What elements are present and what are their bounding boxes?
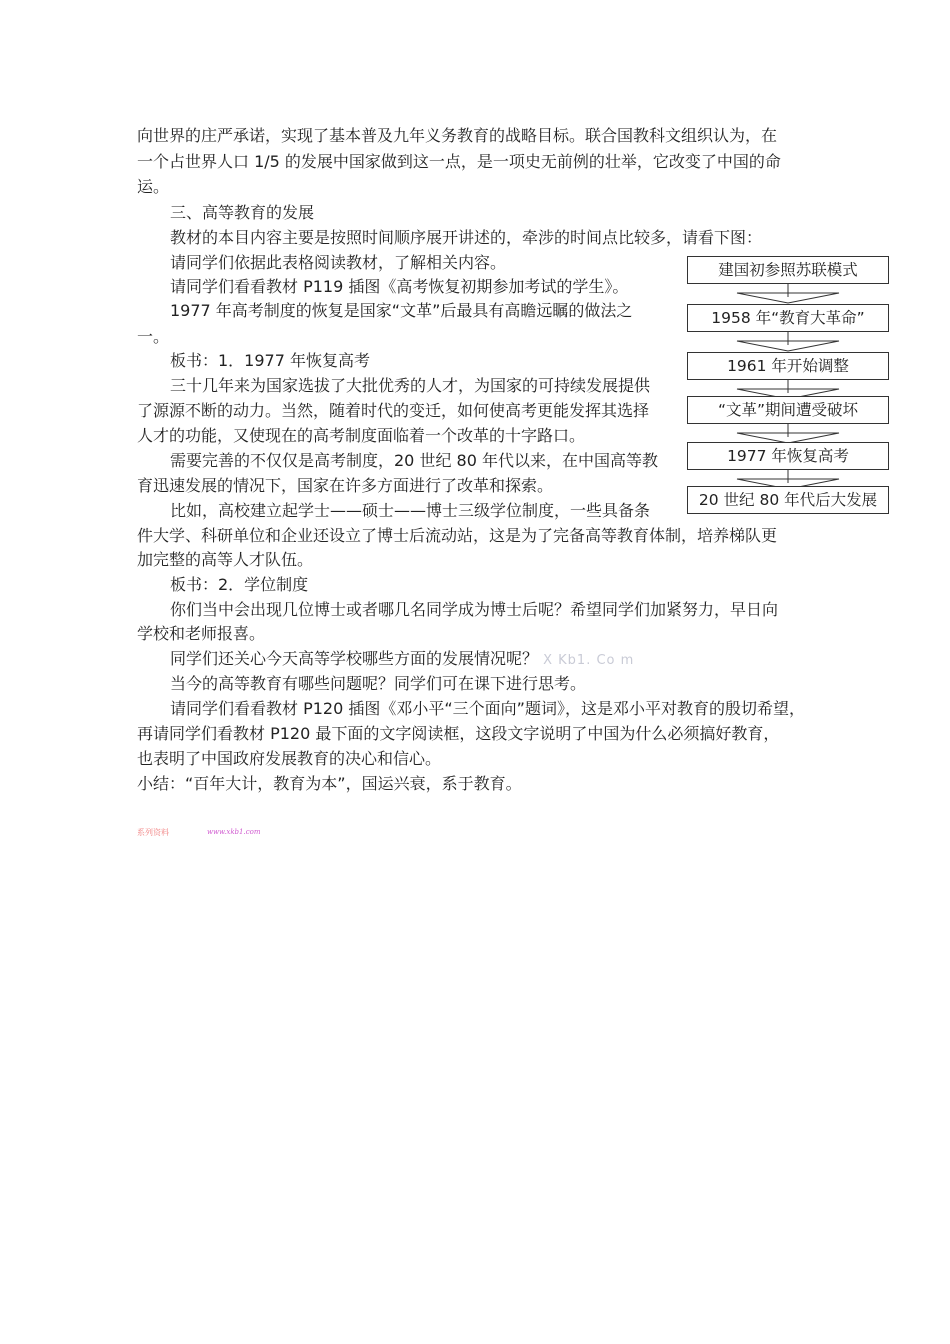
- paragraph-line: 教材的本目内容主要是按照时间顺序展开讲述的，牵涉的时间点比较多，请看下图：: [170, 228, 763, 247]
- paragraph-line: 件大学、科研单位和企业还设立了博士后流动站，这是为了完备高等教育体制，培养梯队更: [137, 526, 778, 545]
- paragraph-line: 一个占世界人口 1/5 的发展中国家做到这一点，是一项史无前例的壮举，它改变了中国的命: [137, 152, 781, 171]
- footer-link[interactable]: www.xkb1.com: [207, 828, 261, 836]
- paragraph-line: 向世界的庄严承诺，实现了基本普及九年义务教育的战略目标。联合国教科文组织认为，在: [137, 126, 778, 145]
- paragraph-line: 请同学们依据此表格阅读教材，了解相关内容。: [170, 253, 507, 272]
- footer-label: 系列资料: [137, 828, 169, 837]
- flowchart-step: 建国初参照苏联模式: [687, 256, 889, 284]
- paragraph-line: 一。: [137, 327, 170, 346]
- paragraph-line: 1977 年高考制度的恢复是国家“文革”后最具有高瞻远瞩的做法之: [170, 301, 633, 320]
- paragraph-text: 同学们还关心今天高等学校哪些方面的发展情况呢？: [170, 649, 539, 668]
- paragraph-line: 当今的高等教育有哪些问题呢？同学们可在课下进行思考。: [170, 674, 587, 693]
- down-arrow-icon: [687, 283, 889, 305]
- paragraph-line: 需要完善的不仅仅是高考制度，20 世纪 80 年代以来，在中国高等教: [170, 451, 658, 470]
- paragraph-line: 请同学们看看教材 P120 插图《邓小平“三个面向”题词》，这是邓小平对教育的殷切希望，: [170, 699, 805, 718]
- flowchart-step: 1977 年恢复高考: [687, 442, 889, 470]
- paragraph-line: 也表明了中国政府发展教育的决心和信心。: [137, 749, 442, 768]
- paragraph-line: 人才的功能，又使现在的高考制度面临着一个改革的十字路口。: [137, 426, 586, 445]
- paragraph-line: 加完整的高等人才队伍。: [137, 550, 314, 569]
- flowchart-step: “文革”期间遭受破坏: [687, 396, 889, 424]
- watermark-text: X Kb1. Co m: [543, 653, 635, 668]
- flowchart-step: 1958 年“教育大革命”: [687, 304, 889, 332]
- blackboard-note: 板书：2．学位制度: [170, 575, 309, 594]
- paragraph-line: 运。: [137, 177, 170, 196]
- down-arrow-icon: [687, 331, 889, 353]
- paragraph-line: 育迅速发展的情况下，国家在许多方面进行了改革和探索。: [137, 476, 554, 495]
- paragraph-line: 了源源不断的动力。当然，随着时代的变迁，如何使高考更能发挥其选择: [137, 401, 650, 420]
- section-heading: 三、高等教育的发展: [170, 203, 315, 222]
- paragraph-line: 三十几年来为国家选拔了大批优秀的人才，为国家的可持续发展提供: [170, 376, 651, 395]
- paragraph-line: 比如，高校建立起学士——硕士——博士三级学位制度，一些具备条: [170, 501, 651, 520]
- summary-line: 小结：“百年大计，教育为本”，国运兴衰，系于教育。: [137, 774, 522, 793]
- paragraph-line: 再请同学们看教材 P120 最下面的文字阅读框，这段文字说明了中国为什么必须搞好教育，: [137, 724, 780, 743]
- blackboard-note: 板书：1．1977 年恢复高考: [170, 351, 370, 370]
- paragraph-line: 请同学们看看教材 P119 插图《高考恢复初期参加考试的学生》。: [170, 277, 629, 296]
- flowchart-step: 1961 年开始调整: [687, 352, 889, 380]
- paragraph-line: 学校和老师报喜。: [137, 624, 266, 643]
- paragraph-line: 你们当中会出现几位博士或者哪几名同学成为博士后呢？希望同学们加紧努力，早日向: [170, 600, 779, 619]
- paragraph-line: [170, 649, 634, 671]
- flowchart-step: 20 世纪 80 年代后大发展: [687, 486, 889, 514]
